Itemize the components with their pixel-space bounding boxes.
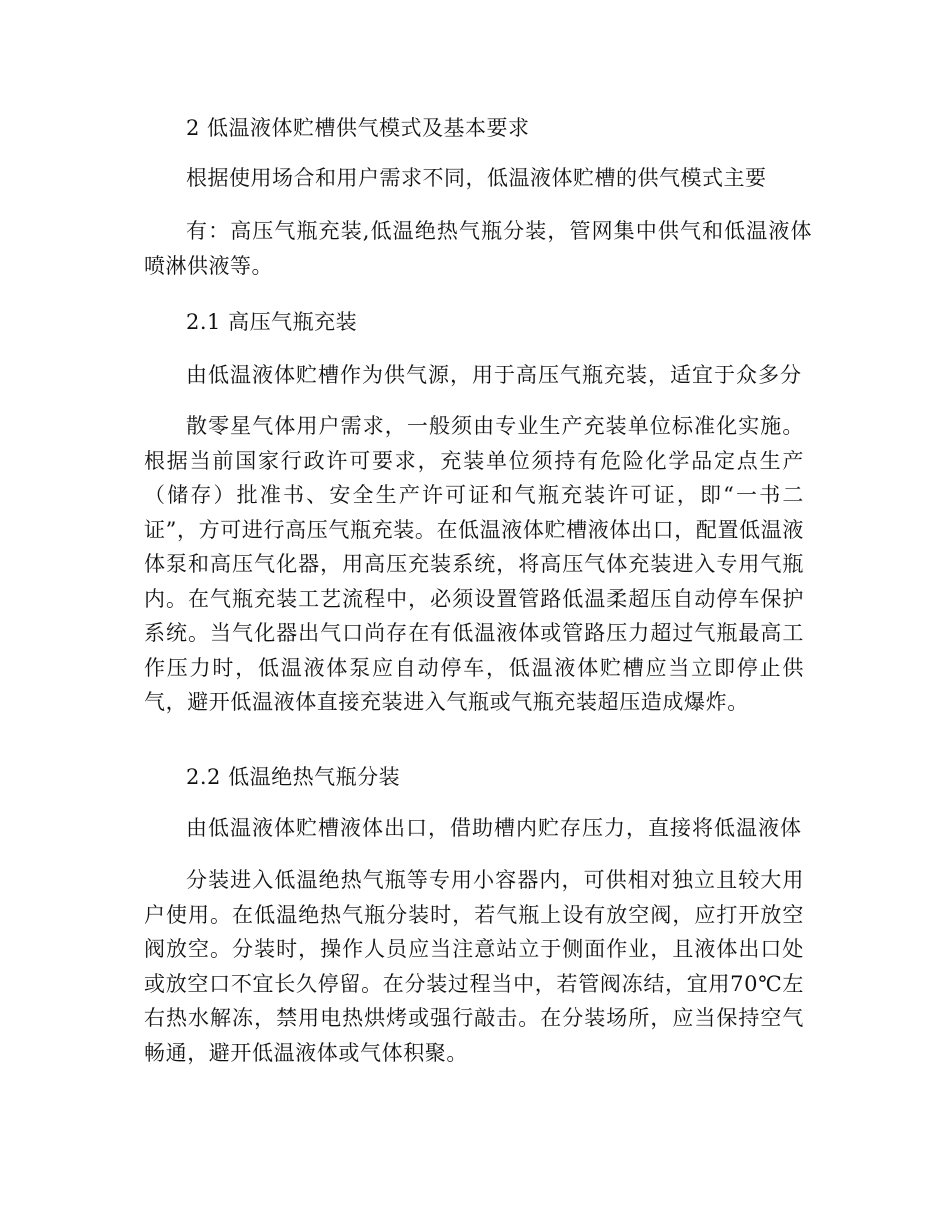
section-2-1-paragraph: 散零星气体用户需求，一般须由专业生产充装单位标准化实施。根据当前国家行政许可要求，充装单位须持有危险化学品定点生产（储存）批准书、安全生产许可证和气瓶充装许可证，即“一书二证”，方可进行高压气瓶充装。在低温液体贮槽液体出口，配置低温液体泵和高压气化器，用高压充装系统，将高压气体充装进入专用气瓶内。在气瓶充装工艺流程中，必须设置管路低温柔超压自动停车保护系统。当气化器出气口尚存在有低温液体或管路压力超过气瓶最高工作压力时，低温液体泵应自动停车，低温液体贮槽应当立即停止供气，避开低温液体直接充装进入气瓶或气瓶充装超压造成爆炸。: [144, 414, 804, 714]
section-2-2-heading: 2.2 低温绝热气瓶分装: [186, 765, 401, 789]
section-2-intro-line-3: 喷淋供液等。: [144, 254, 273, 278]
section-2-1-heading: 2.1 高压气瓶充装: [186, 310, 358, 334]
section-2-intro-line-2: 有：高压气瓶充装,低温绝热气瓶分装，管网集中供气和低温液体: [186, 219, 813, 243]
section-2-2-paragraph: 分装进入低温绝热气瓶等专用小容器内，可供相对独立且较大用户使用。在低温绝热气瓶分装时，若气瓶上设有放空阀，应打开放空阀放空。分装时，操作人员应当注意站立于侧面作业，且液体出口处或放空口不宜长久停留。在分装过程当中，若管阀冻结，宜用70℃左右热水解冻，禁用电热烘烤或强行敲击。在分装场所，应当保持空气畅通，避开低温液体或气体积聚。: [144, 868, 804, 1065]
section-2-1-para-line-1: 由低温液体贮槽作为供气源，用于高压气瓶充装，适宜于众多分: [186, 363, 802, 387]
section-2-intro-line-1: 根据使用场合和用户需求不同，低温液体贮槽的供气模式主要: [186, 166, 767, 190]
section-2-heading: 2 低温液体贮槽供气模式及基本要求: [186, 116, 530, 140]
section-2-2-para-line-1: 由低温液体贮槽液体出口，借助槽内贮存压力，直接将低温液体: [186, 816, 802, 840]
